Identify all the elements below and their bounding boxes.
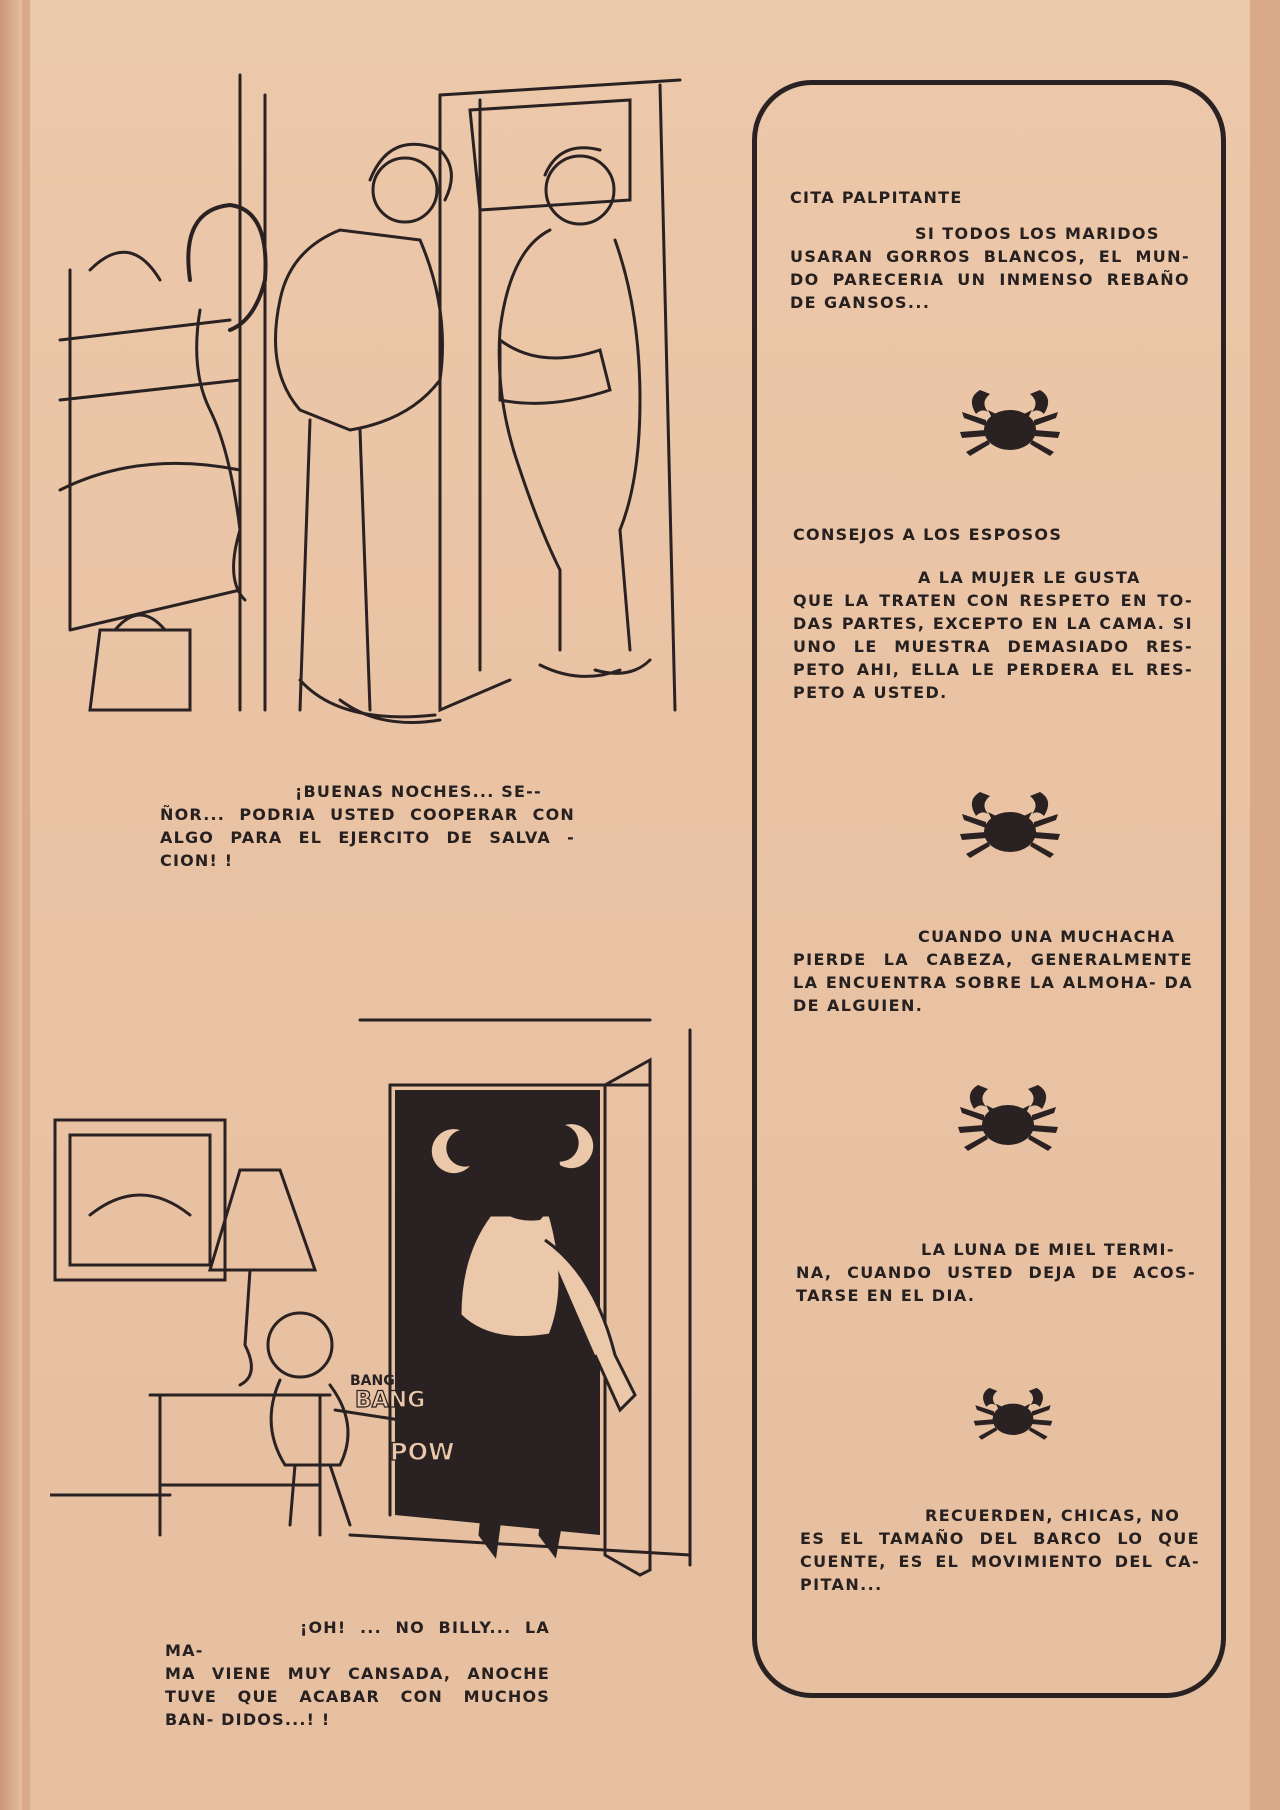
section-text-3 [793,925,1193,1017]
section-title-cita-palpitante: CITA PALPITANTE [790,188,963,207]
crab-icon [972,1380,1054,1450]
section-3-lead: CUANDO UNA MUCHACHA [918,927,1176,946]
crab-icon [958,380,1062,468]
section-4-lead: LA LUNA DE MIEL TERMI- [921,1240,1175,1259]
cartoon-caption-2 [165,1616,550,1731]
section-text-1 [790,222,1190,314]
section-title-consejos: CONSEJOS A LOS ESPOSOS [793,525,1063,544]
page-spine-shadow [0,0,22,1810]
woman-door-boy-drawing [50,1015,730,1605]
cartoon-illustration-2 [50,1015,730,1605]
crab-icon [956,1075,1060,1163]
crab-icon [958,782,1062,870]
jokes-sidebar-frame [752,80,1226,1698]
section-5-body: ES EL TAMAÑO DEL BARCO LO QUE CUENTE, ES EL MOVIMIENTO DEL CA- PITAN... [800,1529,1200,1594]
section-1-body: USARAN GORROS BLANCOS, EL MUN- DO PARECERIA UN INMENSO REBAÑO DE GANSOS... [790,247,1190,312]
cartoon-caption-1 [160,780,575,872]
sfx-pow: POW [390,1438,455,1466]
couple-doorway-drawing [40,70,700,750]
section-1-lead: SI TODOS LOS MARIDOS [915,224,1160,243]
cartoon-illustration-1 [40,70,700,750]
section-text-2 [793,566,1193,704]
caption-2-body: MA VIENE MUY CANSADA, ANOCHE TUVE QUE ACABAR CON MUCHOS BAN- DIDOS...! ! [165,1664,550,1729]
sfx-bang-large: BANG [355,1388,426,1413]
caption-1-first-line: ¡BUENAS NOCHES... SE-- [295,782,542,801]
section-5-lead: RECUERDEN, CHICAS, NO [925,1506,1181,1525]
section-text-4 [796,1238,1196,1307]
section-text-5 [800,1504,1200,1596]
caption-1-body: ÑOR... PODRIA USTED COOPERAR CON ALGO PARA EL EJERCITO DE SALVA - CION! ! [160,805,575,870]
section-3-body: PIERDE LA CABEZA, GENERALMENTE LA ENCUENTRA SOBRE LA ALMOHA- DA DE ALGUIEN. [793,950,1193,1015]
section-4-body: NA, CUANDO USTED DEJA DE ACOS- TARSE EN EL DIA. [796,1263,1196,1305]
caption-2-first-line: ¡OH! ... NO BILLY... LA MA- [165,1618,550,1660]
section-2-lead: A LA MUJER LE GUSTA [918,568,1141,587]
section-2-body: QUE LA TRATEN CON RESPETO EN TO- DAS PARTES, EXCEPTO EN LA CAMA. SI UNO LE MUESTRA DEMASIADO RES- PETO AHI, ELLA LE PERDERA EL RES- PETO A USTED. [793,591,1193,702]
sfx-bang-small: BANG [350,1373,395,1389]
